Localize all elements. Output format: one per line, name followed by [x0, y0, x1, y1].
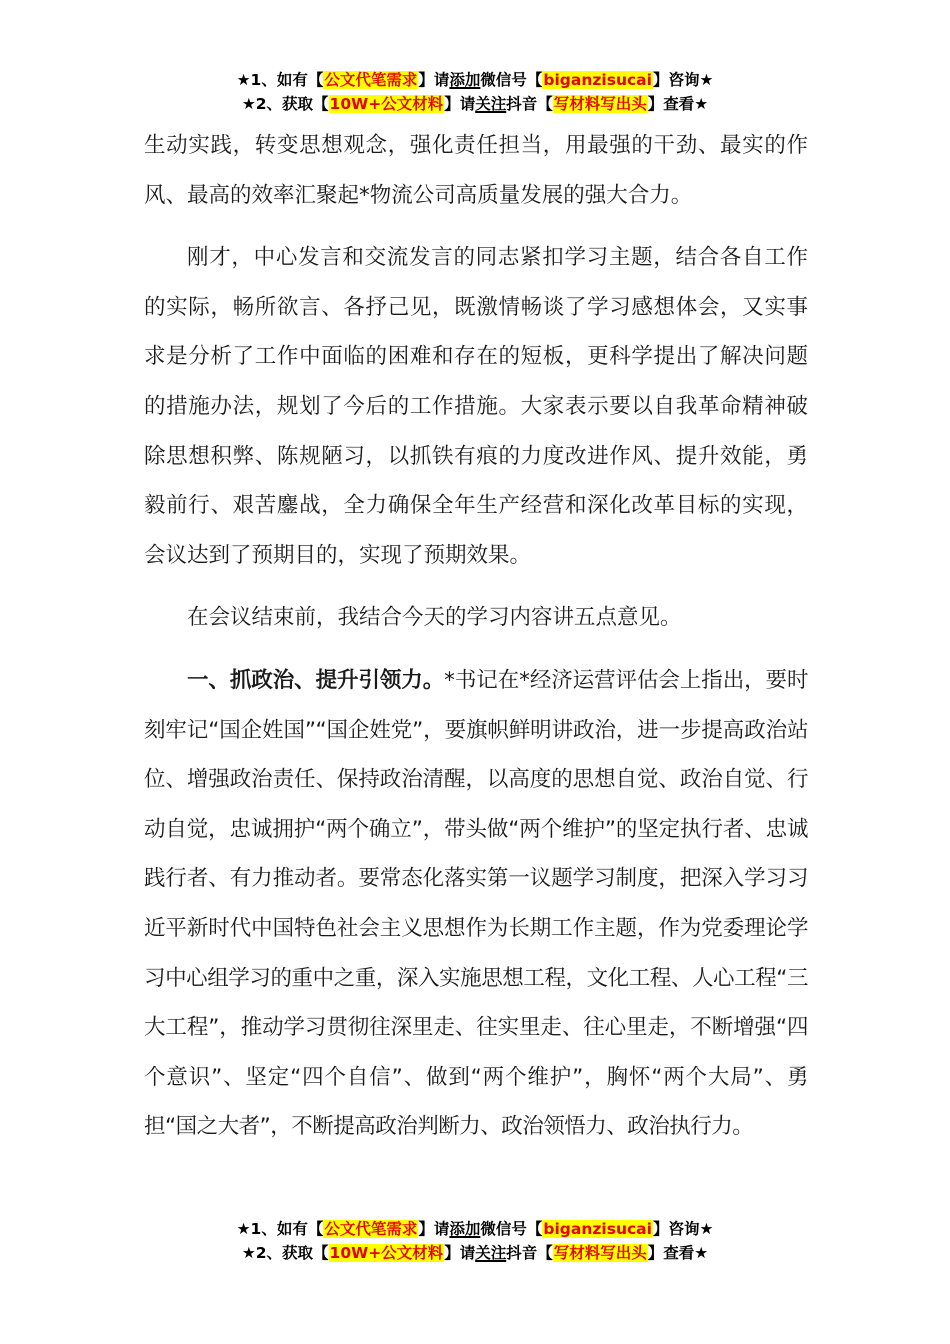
footer-banner [0, 1217, 950, 1265]
header-banner [0, 68, 950, 116]
highlight-text: biganzisucai [543, 71, 652, 89]
banner-line-2: ★2、获取【10W+公文材料】请关注抖音【写材料写出头】查看★ [241, 95, 709, 113]
highlight-text: 10W+公文材料 [329, 1244, 444, 1262]
highlight-text: 写材料写出头 [553, 1244, 647, 1262]
paragraph-intro: 在会议结束前，我结合今天的学习内容讲五点意见。 [187, 605, 682, 631]
section-heading: 一、抓政治、提升引领力。 [187, 667, 445, 693]
banner-line-2: ★2、获取【10W+公文材料】请关注抖音【写材料写出头】查看★ [241, 1244, 709, 1262]
highlight-text: 写材料写出头 [553, 95, 647, 113]
section-body: *书记在*经济运营评估会上指出，要时刻牢记“国企姓国”“国企姓党”，要旗帜鲜明讲政治，进一步提高政治站位、增强政治责任、保持政治清醒，以高度的思想自觉、政治自觉、行动自觉，忠诚拥护“两个确立”，带头做“两个维护”的坚定执行者、忠诚践行者、有力推动者。要常态化落实第一议题学习制度，把深入学习习近平新时代中国特色社会主义思想作为长期工作主题，作为党委理论学习中心组学习的重中之重，深入实施思想工程，文化工程、人心工程“三大工程”，推动学习贯彻往深里走、往实里走、往心里走，不断增强“四个意识”、坚定“四个自信”、做到“两个维护”，胸怀“两个大局”、勇担“国之大者”，不断提高政治判断力、政治领悟力、政治执行力。 [144, 667, 808, 1140]
paragraph-summary: 刚才，中心发言和交流发言的同志紧扣学习主题，结合各自工作的实际，畅所欲言、各抒己见，既激情畅谈了学习感想体会，又实事求是分析了工作中面临的困难和存在的短板，更科学提出了解决问题的措施办法，规划了今后的工作措施。大家表示要以自我革命精神破除思想积弊、陈规陋习，以抓铁有痕的力度改进作风、提升效能，勇毅前行、艰苦鏖战，全力确保全年生产经营和深化改革目标的实现，会议达到了预期目的，实现了预期效果。 [144, 245, 808, 568]
highlight-text: 10W+公文材料 [329, 95, 444, 113]
highlight-text: 公文代笔需求 [324, 71, 418, 89]
paragraph-point-one [144, 656, 808, 1152]
banner-line-1: ★1、如有【公文代笔需求】请添加微信号【biganzisucai】咨询★ [236, 1220, 714, 1238]
document-body [144, 121, 808, 1165]
paragraph-continued: 生动实践，转变思想观念，强化责任担当，用最强的干劲、最实的作风、最高的效率汇聚起*物流公司高质量发展的强大合力。 [144, 133, 808, 208]
highlight-text: 公文代笔需求 [324, 1220, 418, 1238]
highlight-text: biganzisucai [543, 1220, 652, 1238]
banner-line-1: ★1、如有【公文代笔需求】请添加微信号【biganzisucai】咨询★ [236, 71, 714, 89]
